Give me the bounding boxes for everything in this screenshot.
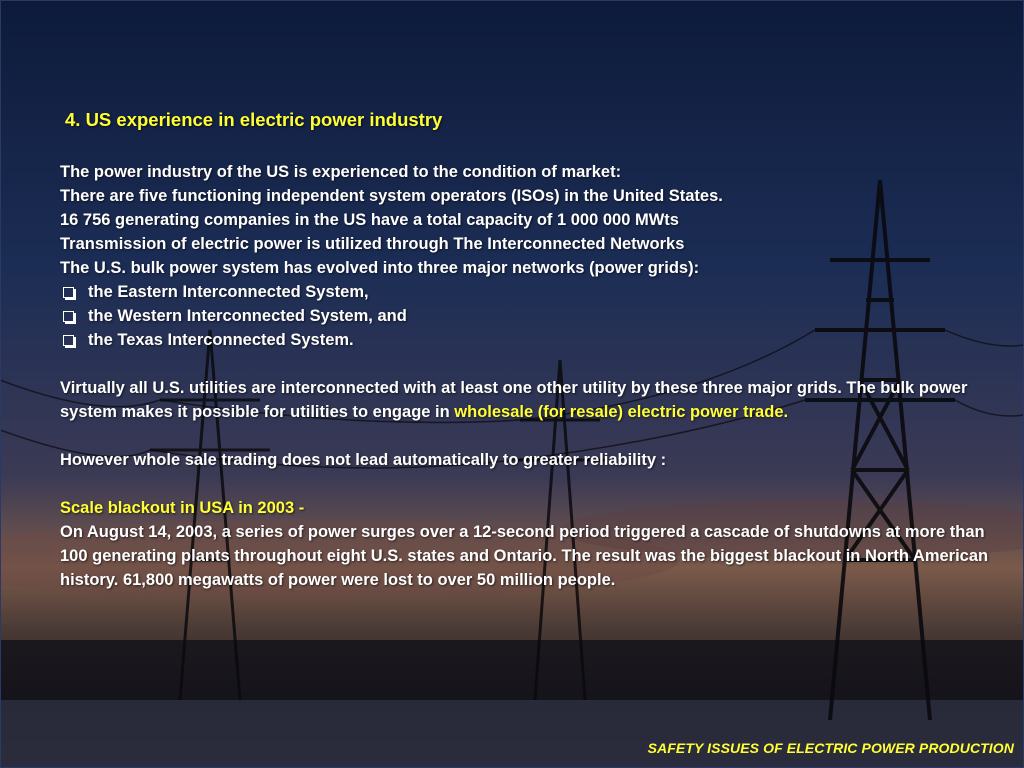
slide-footer: SAFETY ISSUES OF ELECTRIC POWER PRODUCTION: [647, 740, 1014, 756]
paragraph-reliability: However whole sale trading does not lead automatically to greater reliability :: [60, 451, 667, 469]
text-line: 16 756 generating companies in the US have a total capacity of 1 000 000 MWts: [60, 211, 679, 229]
slide-content: [60, 108, 1000, 592]
paragraph-text: Virtually all U.S. utilities are interconnected with at least one other utility by these three major grids. The bulk power system makes it possible for utilities to engage in: [60, 379, 968, 421]
text-line: The U.S. bulk power system has evolved into three major networks (power grids):: [60, 259, 700, 277]
checkbox-bullet-icon: [63, 335, 74, 346]
bullet-label: the Eastern Interconnected System,: [88, 283, 369, 301]
text-line: The power industry of the US is experienced to the condition of market:: [60, 163, 622, 181]
slide-title: 4. US experience in electric power industry: [65, 109, 443, 130]
text-line: There are five functioning independent system operators (ISOs) in the United States.: [60, 187, 723, 205]
bullet-item: [60, 304, 1000, 328]
checkbox-bullet-icon: [63, 311, 74, 322]
bullet-label: the Texas Interconnected System.: [88, 331, 354, 349]
paragraph-interconnection: [60, 376, 1000, 424]
bullet-item: [60, 280, 1000, 304]
highlight-text: wholesale (for resale) electric power trade.: [454, 403, 789, 421]
checkbox-bullet-icon: [63, 287, 74, 298]
blackout-paragraph: On August 14, 2003, a series of power surges over a 12-second period triggered a cascade of shutdowns at more than 100 generating plants throughout eight U.S. states and Ontario. The result was the biggest blackout in North American history. 61,800 megawatts of power were lost to over 50 million people.: [60, 523, 989, 589]
bullet-label: the Western Interconnected System, and: [88, 307, 407, 325]
bullet-item: [60, 328, 1000, 352]
blackout-heading: Scale blackout in USA in 2003 -: [60, 499, 305, 517]
text-line: Transmission of electric power is utilized through The Interconnected Networks: [60, 235, 685, 253]
